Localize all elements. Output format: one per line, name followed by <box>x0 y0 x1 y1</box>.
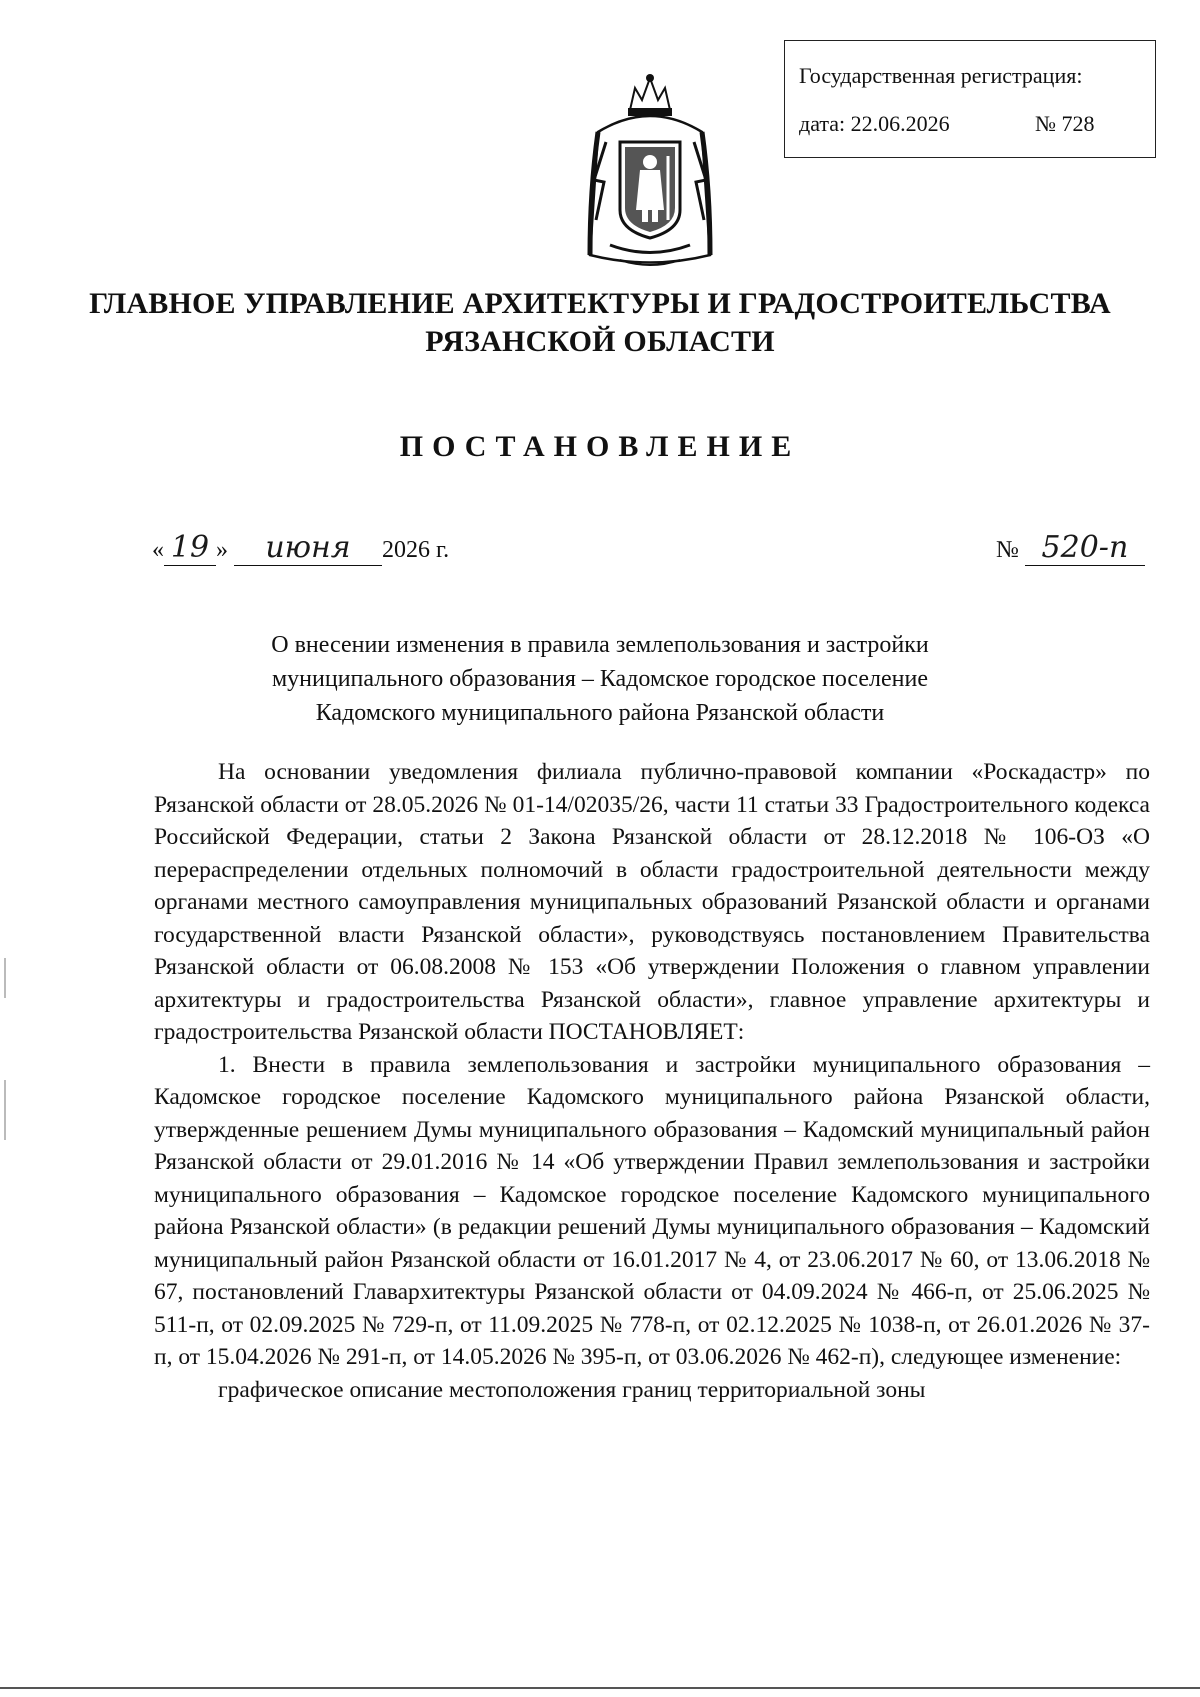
subject-line3: Кадомского муниципального района Рязанской области <box>315 700 885 726</box>
scan-mark <box>4 1080 6 1140</box>
registration-number: № 728 <box>1035 111 1095 136</box>
registration-date: дата: 22.06.2026 <box>799 111 950 136</box>
scan-mark <box>4 958 6 998</box>
date-month-handwritten: июня <box>234 530 382 566</box>
number-label: № <box>996 537 1019 563</box>
registration-title: Государственная регистрация: <box>799 63 1083 88</box>
document-body <box>154 756 1150 1406</box>
date-close-quote: » <box>216 537 228 563</box>
preamble-paragraph: На основании уведомления филиала публично-правовой компании «Роскадастр» по Рязанской области от 28.05.2026 № 01-14/02035/26, части 11 статьи 33 Градостроительного кодекса Российской Федерации, статьи 2 Закона Рязанской области от 28.12.2018 № 106-ОЗ «О перераспределении отдельных полномочий в области градостроительной деятельности между органами местного самоуправления муниципальных образований Рязанской области и органами государственной власти Рязанской области», руководствуясь постановлением Правительства Рязанской области от 06.08.2008 № 153 «Об утверждении Положения о главном управлении архитектуры и градостроительства Рязанской области», главное управление архитектуры и градостроительства Рязанской области ПОСТАНОВЛЯЕТ: <box>154 759 1150 1045</box>
item-1-paragraph: 1. Внести в правила землепользования и застройки муниципального образования – Кадомское городское поселение Кадомского муниципального района Рязанской области, утвержденные решением Думы муниципального образования – Кадомский муниципальный район Рязанской области от 29.01.2016 № 14 «Об утверждении Правил землепользования и застройки муниципального образования – Кадомское городское поселение Кадомского муниципального района Рязанской области» (в редакции решений Думы муниципального образования – Кадомский муниципальный район Рязанской области от 16.01.2017 № 4, от 23.06.2017 № 60, от 13.06.2018 № 67, постановлений Главархитектуры Рязанской области от 04.09.2024 № 466-п, от 25.06.2025 № 511-п, от 02.09.2025 № 729-п, от 11.09.2025 № 778-п, от 02.12.2025 № 1038-п, от 26.01.2026 № 37-п, от 15.04.2026 № 291-п, от 14.05.2026 № 395-п, от 03.06.2026 № 462-п), следующее изменение: <box>154 1051 1150 1370</box>
item-1-sub-paragraph: графическое описание местоположения границ территориальной зоны <box>218 1376 926 1403</box>
document-type-title: ПОСТАНОВЛЕНИЕ <box>399 430 801 463</box>
document-subject <box>0 628 1200 730</box>
date-open-quote: « <box>152 537 164 563</box>
subject-line2: муниципального образования – Кадомское городское поселение <box>271 666 928 692</box>
number-value-handwritten: 520-п <box>1025 530 1145 566</box>
document-date <box>152 530 449 566</box>
organization-name-line1: ГЛАВНОЕ УПРАВЛЕНИЕ АРХИТЕКТУРЫ И ГРАДОСТРОИТЕЛЬСТВА <box>89 287 1111 320</box>
ryazan-coat-of-arms-icon <box>580 70 720 275</box>
subject-line1: О внесении изменения в правила землепользования и застройки <box>271 632 929 658</box>
document-number <box>996 530 1145 566</box>
scan-edge-line <box>0 1687 1200 1689</box>
organization-name-line2: РЯЗАНСКОЙ ОБЛАСТИ <box>425 325 775 358</box>
registration-stamp <box>784 40 1156 158</box>
organization-name <box>0 285 1200 361</box>
date-day-handwritten: 19 <box>164 530 216 566</box>
date-year: 2026 г. <box>382 537 450 563</box>
